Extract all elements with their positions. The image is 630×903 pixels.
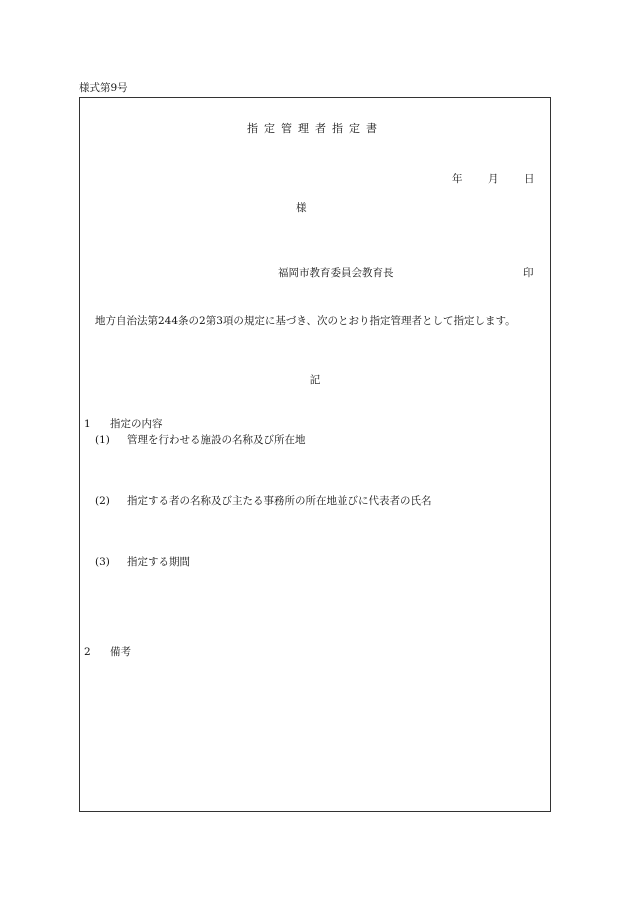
section-1-number: 1 bbox=[84, 418, 91, 430]
designation-statement: 地方自治法第244条の2第3項の規定に基づき、次のとおり指定管理者として指定します。 bbox=[95, 315, 516, 327]
section-2-heading bbox=[84, 644, 131, 659]
seal-mark: 印 bbox=[523, 267, 534, 279]
section-1-item-2 bbox=[95, 493, 432, 508]
section-1-label: 指定の内容 bbox=[110, 418, 163, 430]
item-label: 指定する期間 bbox=[127, 556, 190, 568]
section-1-item-3 bbox=[95, 554, 190, 569]
date-month-label: 月 bbox=[488, 173, 499, 185]
form-number: 様式第9号 bbox=[79, 82, 128, 94]
issuer-name: 福岡市教育委員会教育長 bbox=[278, 267, 394, 279]
ki-heading: 記 bbox=[309, 374, 321, 386]
section-1-heading bbox=[84, 416, 163, 431]
section-2-label: 備考 bbox=[110, 646, 131, 658]
date-day-label: 日 bbox=[524, 173, 535, 185]
addressee-honorific: 様 bbox=[296, 202, 307, 214]
item-label: 指定する者の名称及び主たる事務所の所在地並びに代表者の氏名 bbox=[127, 495, 432, 507]
item-number: (2) bbox=[95, 495, 110, 507]
item-label: 管理を行わせる施設の名称及び所在地 bbox=[127, 434, 306, 446]
date-row bbox=[452, 171, 535, 186]
item-number: (1) bbox=[95, 434, 110, 446]
item-number: (3) bbox=[95, 556, 110, 568]
date-year-label: 年 bbox=[452, 173, 463, 185]
section-1-item-1 bbox=[95, 432, 306, 447]
section-2-number: 2 bbox=[84, 646, 91, 658]
document-frame bbox=[79, 97, 551, 812]
document-title: 指定管理者指定書 bbox=[247, 122, 383, 135]
